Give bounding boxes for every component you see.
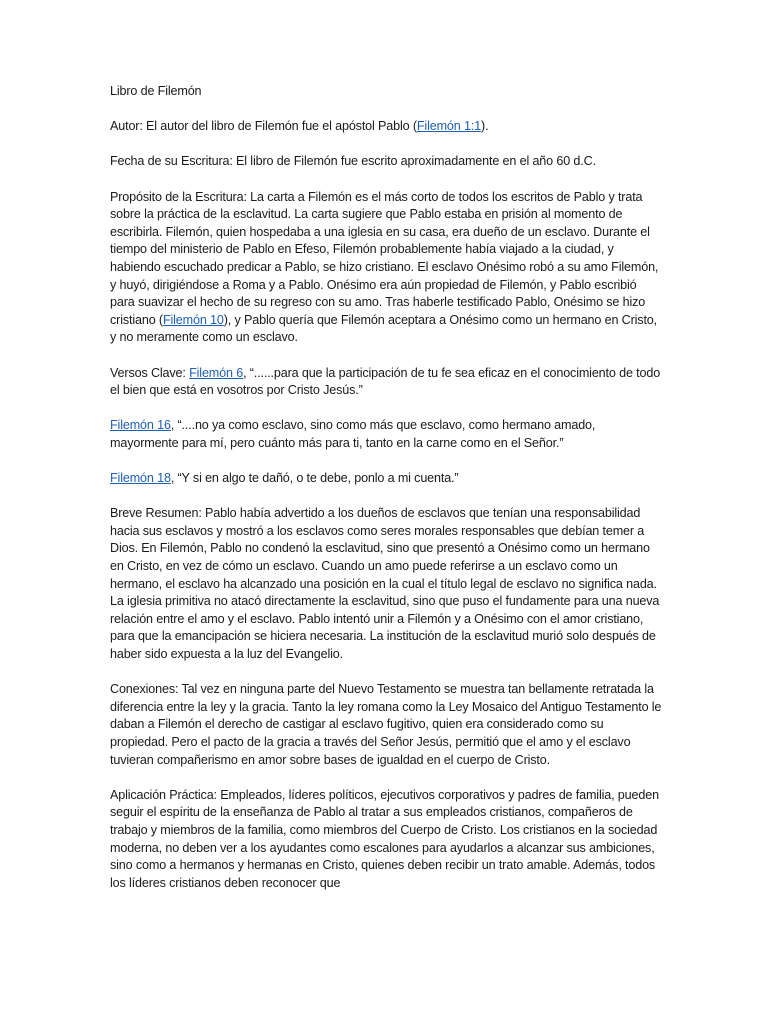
resumen-label: Breve Resumen: — [110, 506, 202, 521]
verse-6-text: , “......para que la participación de tu fe sea eficaz en el conocimiento de todo el bien que está en vosotros por Cristo Jesús.” — [110, 365, 661, 398]
verse-16-text: , “....no ya como esclavo, sino como más que esclavo, como hermano amado, mayormente para mí, pero cuánto más para ti, tanto en la carne como en el Señor.” — [110, 418, 596, 450]
autor-paragraph — [110, 118, 662, 136]
filemon-18-link[interactable]: Filemón 18 — [110, 471, 171, 486]
verse-18-text: , “Y si en algo te dañó, o te debe, ponlo a mi cuenta.” — [170, 471, 459, 486]
verse-16-paragraph — [110, 417, 662, 452]
aplicacion-label: Aplicación Práctica: — [110, 787, 217, 802]
fecha-paragraph — [110, 153, 662, 171]
fecha-text: El libro de Filemón fue escrito aproximadamente en el año 60 d.C. — [232, 154, 596, 169]
document-title: Libro de Filemón — [110, 84, 202, 98]
proposito-paragraph — [110, 189, 662, 347]
verse-18-paragraph — [110, 470, 662, 488]
autor-text: El autor del libro de Filemón fue el apóstol Pablo ( — [142, 119, 417, 134]
filemon-1-1-link[interactable]: Filemón 1:1 — [416, 119, 482, 134]
filemon-16-link[interactable]: Filemón 16 — [110, 418, 171, 433]
versos-label: Versos Clave: — [110, 365, 186, 380]
conexiones-paragraph — [110, 681, 662, 769]
autor-label: Autor: — [110, 119, 143, 134]
autor-text-end: ). — [481, 119, 489, 134]
conexiones-text: Tal vez en ninguna parte del Nuevo Testamento se muestra tan bellamente retratada la diferencia entre la ley y la gracia. Tanto la ley romana como la Ley Mosaico del Antiguo Testamento le daban a Filemón el derecho de castigar al esclavo fugitivo, quien era considerado como su propiedad. Pero el pacto de la gracia a través del Señor Jesús, permitió que el amo y el esclavo tuvieran compañerismo en amor sobre bases de igualdad en el cuerpo de Cristo. — [110, 682, 662, 767]
filemon-6-link[interactable]: Filemón 6 — [189, 365, 244, 380]
resumen-paragraph — [110, 505, 662, 663]
fecha-label: Fecha de su Escritura: — [110, 154, 233, 169]
resumen-text: Pablo había advertido a los dueños de esclavos que tenían una responsabilidad hacia sus esclavos y mostró a los esclavos como seres morales responsables que debían temer a Dios. En Filemón, Pablo no condenó la esclavitud, sino que presentó a Onésimo como un hermano en Cristo, en vez de cómo un esclavo. Cuando un amo puede referirse a un esclavo como un hermano, el esclavo ha alcanzado una posición en la cual el título legal de esclavo no significa nada. La iglesia primitiva no atacó directamente la esclavitud, sino que puso el fundamente para una nueva relación entre el amo y el esclavo. Pablo intentó unir a Filemón y a Onésimo con el amor cristiano, para que la emancipación se hiciera necesaria. La institución de la esclavitud murió solo después de haber sido expuesta a la luz del Evangelio. — [110, 506, 660, 661]
document-page — [110, 83, 662, 910]
proposito-text-end: ), y Pablo quería que Filemón aceptara a Onésimo como un hermano en Cristo, y no meramente como un esclavo. — [110, 312, 658, 345]
aplicacion-paragraph — [110, 787, 662, 893]
filemon-10-link[interactable]: Filemón 10 — [162, 312, 224, 327]
aplicacion-text: Empleados, líderes políticos, ejecutivos corporativos y padres de familia, pueden seguir el espíritu de la enseñanza de Pablo al tratar a sus empleados cristianos, compañeros de trabajo y miembros de la familia, como miembros del Cuerpo de Cristo. Los cristianos en la sociedad moderna, no deben ver a los ayudantes como escalones para ayudarlos a alcanzar sus ambiciones, sino como a hermanos y hermanas en Cristo, quienes deben recibir un trato amable. Además, todos los líderes cristianos deben reconocer que — [110, 787, 659, 890]
conexiones-label: Conexiones: — [110, 682, 179, 697]
proposito-text: La carta a Filemón es el más corto de todos los escritos de Pablo y trata sobre la práctica de la esclavitud. La carta sugiere que Pablo estaba en prisión al momento de escribirla. Filemón, quien hospedaba a una iglesia en su casa, era dueño de un esclavo. Durante el tiempo del ministerio de Pablo en Efeso, Filemón probablemente había viajado a la ciudad, y habiendo escuchado predicar a Pablo, se hizo cristiano. El esclavo Onésimo robó a su amo Filemón, y huyó, dirigiéndose a Roma y a Pablo. Onésimo era aún propiedad de Filemón, y Pablo escribió para suavizar el hecho de su regreso con su amo. Tras haberle testificado Pablo, Onésimo se hizo cristiano ( — [110, 189, 659, 327]
versos-paragraph — [110, 365, 662, 400]
proposito-label: Propósito de la Escritura: — [110, 189, 247, 204]
